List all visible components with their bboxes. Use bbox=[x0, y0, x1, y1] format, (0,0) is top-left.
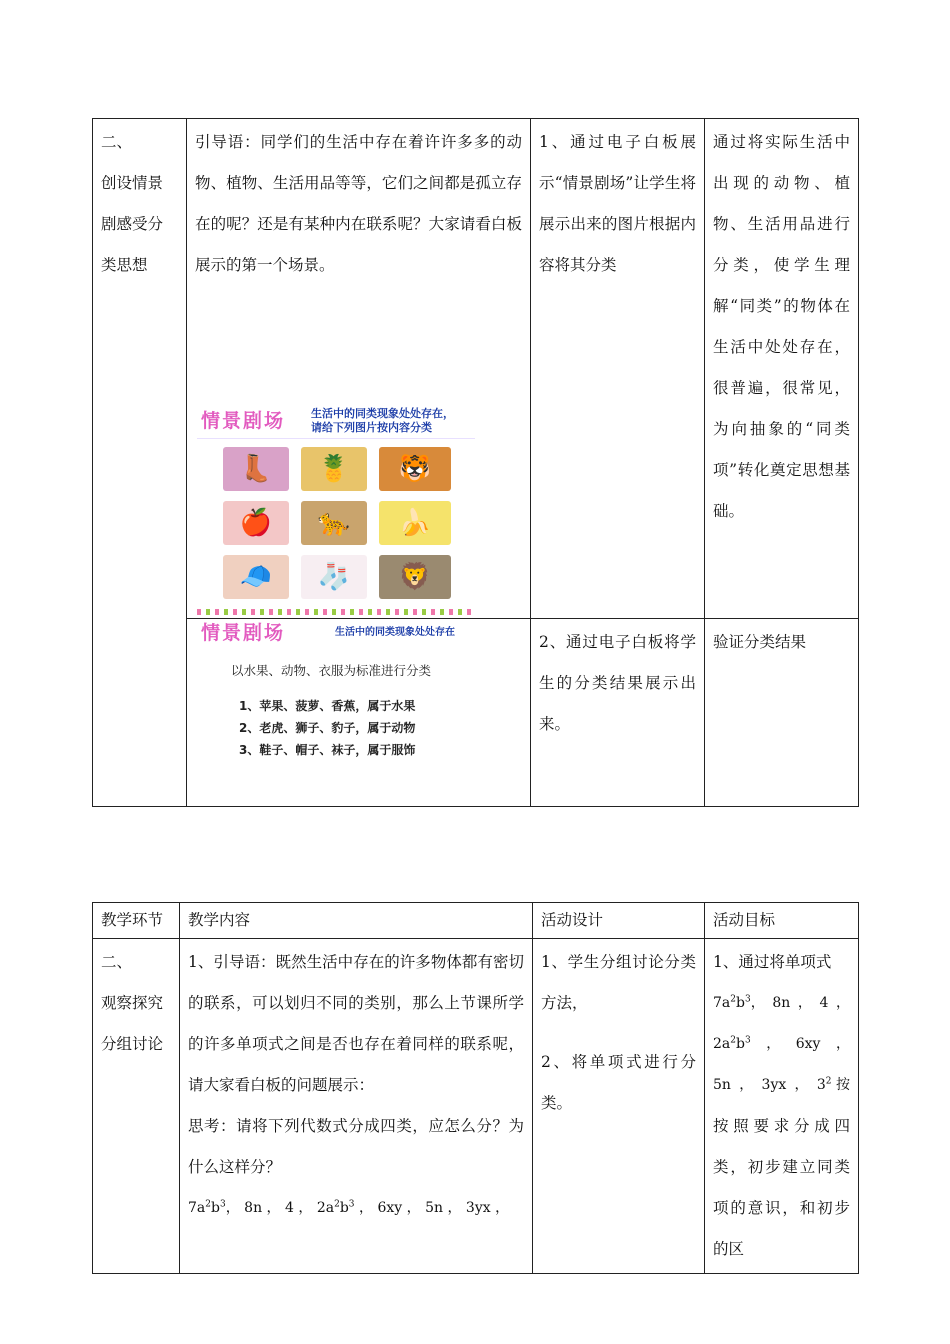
separator: ， bbox=[358, 1200, 373, 1216]
separator: ， bbox=[794, 1077, 809, 1093]
table-row bbox=[93, 939, 859, 1274]
monomial: b bbox=[736, 1036, 745, 1052]
separator: ， bbox=[225, 1200, 240, 1216]
monomial: 3 bbox=[816, 1077, 826, 1093]
monomial: 8n bbox=[244, 1200, 263, 1216]
monomial: 6xy bbox=[795, 1036, 821, 1052]
stage-line: 分组讨论 bbox=[101, 1035, 164, 1053]
stage-line: 类思想 bbox=[101, 256, 148, 274]
monomial: 4 bbox=[819, 995, 829, 1011]
stage-line: 二、 bbox=[101, 953, 133, 971]
goal-text: 1、通过将单项式 bbox=[713, 953, 832, 971]
slide-title: 生活中的同类现象处处存在 bbox=[335, 627, 455, 638]
socks-icon: 🧦 bbox=[301, 555, 367, 599]
scene-slide-2 bbox=[197, 619, 467, 761]
picture-grid bbox=[197, 439, 475, 599]
slide-subtitle: 以水果、动物、衣服为标准进行分类 bbox=[231, 663, 432, 678]
lesson-table-part1 bbox=[92, 118, 859, 807]
exponent: 3 bbox=[744, 994, 751, 1005]
table-row bbox=[93, 619, 859, 807]
separator: ， bbox=[406, 1200, 421, 1216]
slide-logo: 情景剧场 bbox=[201, 621, 286, 644]
activity-cell bbox=[531, 619, 705, 807]
exponent: 3 bbox=[744, 1035, 751, 1046]
stage-line: 创设情景 bbox=[101, 174, 164, 192]
intro-text: 引导语：同学们的生活中存在着许许多多的动物、植物、生活用品等等，它们之间都是孤立存在的呢？还是有某种内在联系呢？大家请看白板展示的第一个场景。 bbox=[195, 133, 522, 274]
goal-text: 验证分类结果 bbox=[713, 633, 807, 651]
stage-line: 二、 bbox=[101, 133, 133, 151]
separator: ， bbox=[750, 995, 765, 1011]
monomial: 2a bbox=[316, 1200, 335, 1216]
goal-expressions: $7a^2b^3$， 8n ， 4 ， $2a^2b^3$ ， 6xy ， 5n ， 3yx ， $3^2$ 按 bbox=[713, 983, 850, 1106]
activity-text: 2、将单项式进行分类。 bbox=[541, 1053, 696, 1112]
exponent: 2 bbox=[825, 1076, 832, 1087]
monomial: 3yx bbox=[465, 1200, 491, 1216]
list-item: 1、苹果、菠萝、香蕉，属于水果 bbox=[239, 699, 416, 713]
activity-cell bbox=[533, 939, 705, 1274]
monomial: b bbox=[211, 1200, 220, 1216]
content-cell bbox=[187, 119, 531, 619]
intro-text: 1、引导语：既然生活中存在的许多物体都有密切的联系，可以划归不同的类别，那么上节课所学的许多单项式之间是否也存在着同样的联系呢，请大家看白板的问题展示： bbox=[188, 953, 524, 1094]
lion-icon: 🦁 bbox=[379, 555, 451, 599]
list-item: 2、老虎、狮子、豹子，属于动物 bbox=[239, 721, 416, 735]
exponent: 2 bbox=[334, 1199, 340, 1210]
slide-header bbox=[197, 619, 467, 647]
cap-icon: 🧢 bbox=[223, 555, 289, 599]
content-cell bbox=[180, 939, 533, 1274]
monomial: 8n bbox=[772, 995, 791, 1011]
separator: ， bbox=[836, 995, 850, 1011]
monomial: 5n bbox=[425, 1200, 443, 1216]
question-text: 思考：请将下列代数式分成四类，应怎么分？为什么这样分？ bbox=[188, 1117, 524, 1176]
header-cell: 活动目标 bbox=[705, 903, 859, 939]
goal-cell bbox=[705, 619, 859, 807]
separator: ， bbox=[835, 1036, 850, 1052]
separator: ， bbox=[797, 995, 812, 1011]
stage-cell bbox=[93, 939, 180, 1274]
table-row bbox=[93, 119, 859, 619]
header-cell: 教学内容 bbox=[180, 903, 533, 939]
separator: ， bbox=[447, 1200, 462, 1216]
goal-text: 通过将实际生活中出现的动物、植物、生活用品进行分类，使学生理解“同类”的物体在生活中处处存在，很普遍，很常见，为向抽象的“同类项”转化奠定思想基础。 bbox=[713, 133, 850, 520]
boots-icon: 👢 bbox=[223, 447, 289, 491]
header-cell: 教学环节 bbox=[93, 903, 180, 939]
monomial: b bbox=[339, 1200, 349, 1216]
monomial: b bbox=[736, 995, 745, 1011]
scene-slide-1 bbox=[197, 404, 475, 615]
pineapple-icon: 🍍 bbox=[301, 447, 367, 491]
slide-logo: 情景剧场 bbox=[201, 409, 286, 432]
expression-list bbox=[188, 1188, 524, 1229]
list-item: 3、鞋子、帽子、袜子，属于服饰 bbox=[239, 743, 416, 757]
separator: ， bbox=[266, 1200, 281, 1216]
leopard-icon: 🐆 bbox=[301, 501, 367, 545]
stage-line: 剧感受分 bbox=[101, 215, 164, 233]
goal-text: 按照要求分成四类，初步建立同类项的意识，和初步的区 bbox=[713, 1117, 850, 1258]
activity-text: 1、学生分组讨论分类方法， bbox=[541, 953, 696, 1012]
tiger-icon: 🐯 bbox=[379, 447, 451, 491]
header-cell: 活动设计 bbox=[533, 903, 705, 939]
activity-text: 2、通过电子白板将学生的分类结果展示出来。 bbox=[539, 633, 696, 733]
stage-cell bbox=[93, 119, 187, 807]
monomial: 4 bbox=[285, 1200, 294, 1216]
monomial: 5n bbox=[713, 1077, 731, 1093]
goal-cell bbox=[705, 939, 859, 1274]
exponent: 2 bbox=[205, 1199, 211, 1210]
header-row bbox=[93, 903, 859, 939]
monomial: 6xy bbox=[377, 1200, 403, 1216]
stage-line: 观察探究 bbox=[101, 994, 164, 1012]
exponent: 3 bbox=[219, 1199, 226, 1210]
exponent: 2 bbox=[730, 994, 736, 1005]
slide-header bbox=[197, 404, 475, 439]
monomial: 7a bbox=[713, 995, 731, 1011]
activity-cell bbox=[531, 119, 705, 619]
goal-cell bbox=[705, 119, 859, 619]
monomial: 7a bbox=[188, 1200, 206, 1216]
separator: ， bbox=[298, 1200, 313, 1216]
flower-border bbox=[197, 609, 475, 615]
separator: ， bbox=[739, 1077, 754, 1093]
monomial: 3yx bbox=[761, 1077, 787, 1093]
exponent: 3 bbox=[348, 1199, 355, 1210]
classification-list bbox=[197, 695, 467, 761]
slide-title: 生活中的同类现象处处存在，请给下列图片按内容分类 bbox=[311, 407, 454, 434]
lesson-table-part2 bbox=[92, 902, 859, 1274]
activity-text: 1、通过电子白板展示“情景剧场”让学生将展示出来的图片根据内容将其分类 bbox=[539, 133, 696, 274]
separator: ， bbox=[766, 1036, 781, 1052]
monomial: 2a bbox=[713, 1036, 731, 1052]
content-cell bbox=[187, 619, 531, 807]
banana-icon: 🍌 bbox=[379, 501, 451, 545]
exponent: 2 bbox=[730, 1035, 736, 1046]
apple-icon: 🍎 bbox=[223, 501, 289, 545]
separator: ， bbox=[495, 1200, 510, 1216]
